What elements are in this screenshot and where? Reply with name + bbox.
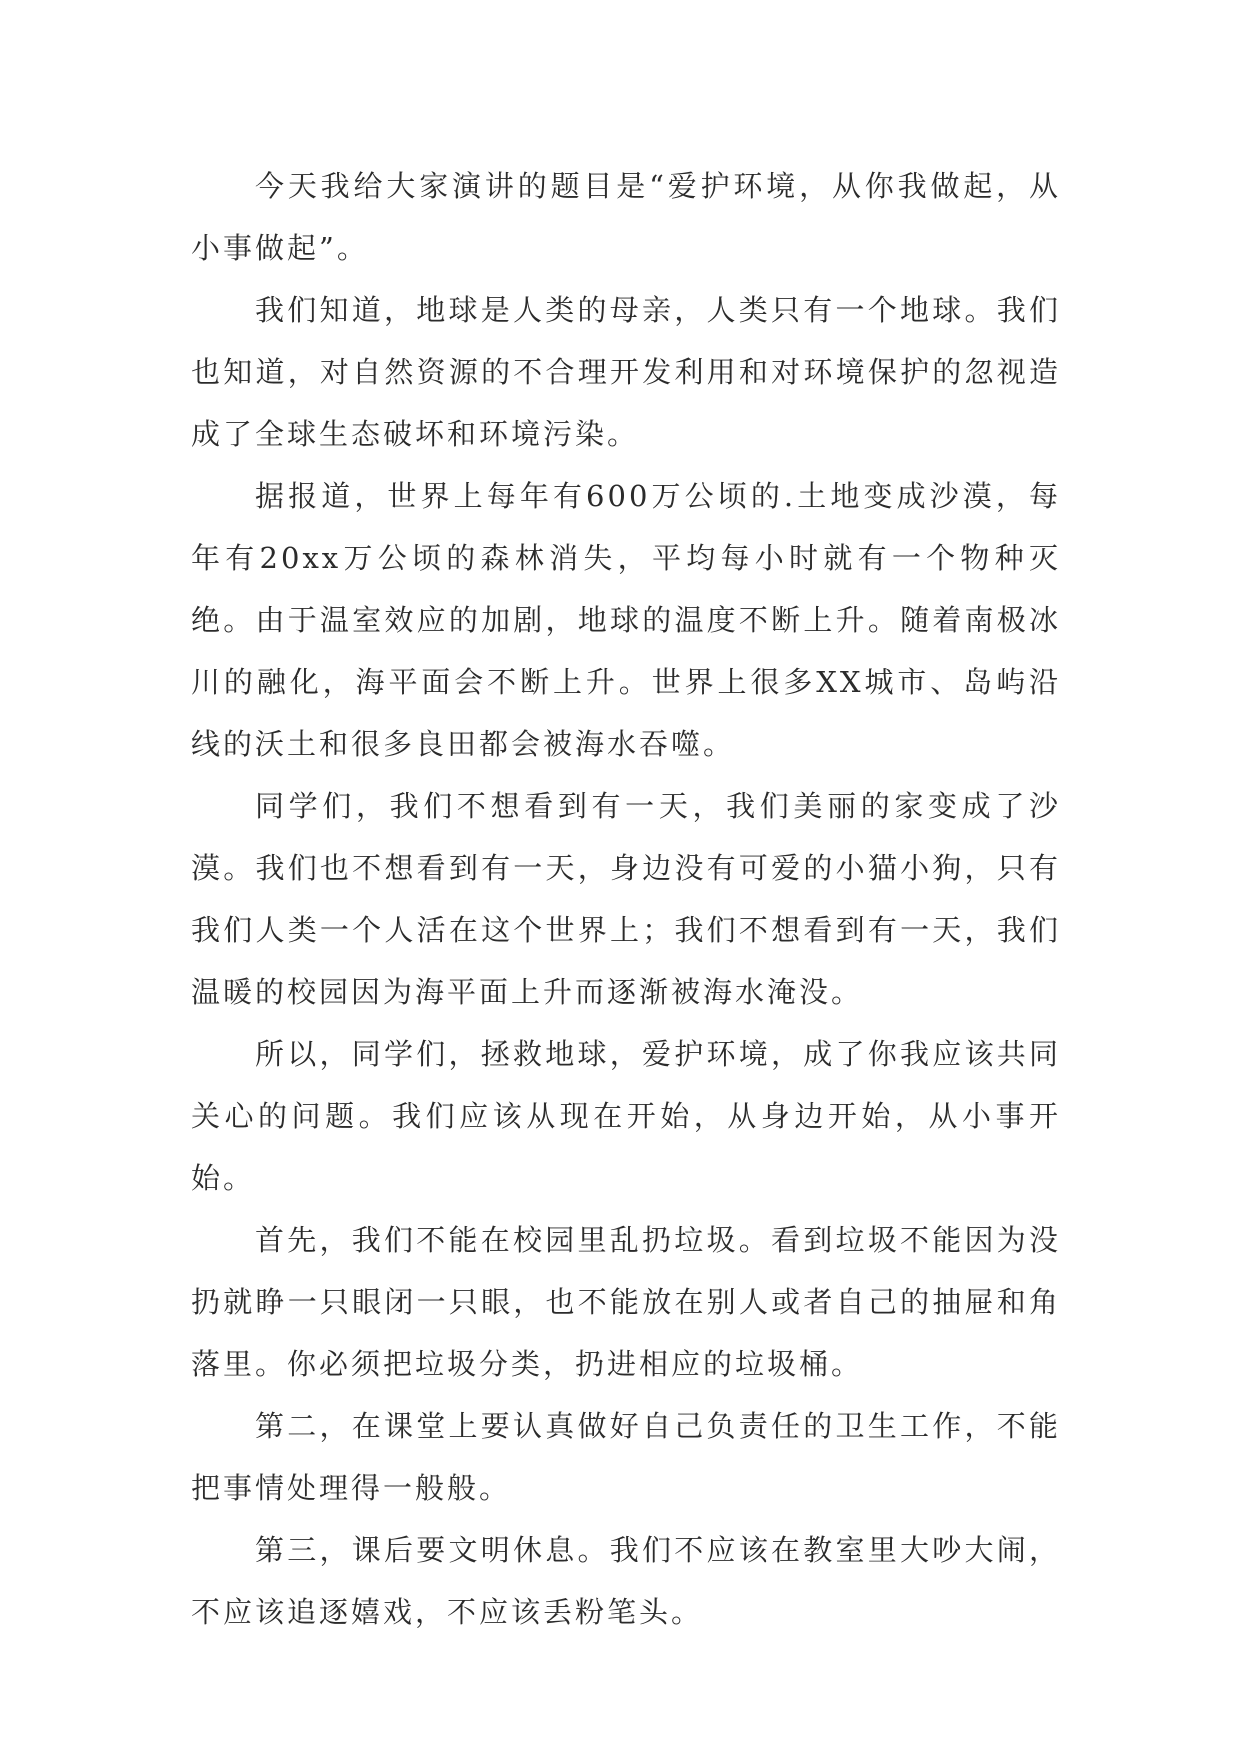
paragraph-1: 今天我给大家演讲的题目是“爱护环境，从你我做起，从小事做起”。: [191, 169, 1061, 265]
paragraph-7: 第二，在课堂上要认真做好自己负责任的卫生工作，不能把事情处理得一般般。: [191, 1409, 1061, 1505]
paragraph-6: 首先，我们不能在校园里乱扔垃圾。看到垃圾不能因为没扔就睁一只眼闭一只眼，也不能放在别人或者自己的抽屉和角落里。你必须把垃圾分类，扔进相应的垃圾桶。: [191, 1223, 1061, 1381]
paragraph-5: 所以，同学们，拯救地球，爱护环境，成了你我应该共同关心的问题。我们应该从现在开始，从身边开始，从小事开始。: [191, 1037, 1061, 1195]
paragraph-8: 第三，课后要文明休息。我们不应该在教室里大吵大闹，不应该追逐嬉戏，不应该丢粉笔头。: [191, 1533, 1061, 1629]
paragraph-3: 据报道，世界上每年有600万公顷的.土地变成沙漠，每年有20xx万公顷的森林消失，平均每小时就有一个物种灭绝。由于温室效应的加剧，地球的温度不断上升。随着南极冰川的融化，海平面会不断上升。世界上很多XX城市、岛屿沿线的沃土和很多良田都会被海水吞噬。: [191, 479, 1061, 761]
paragraph-4: 同学们，我们不想看到有一天，我们美丽的家变成了沙漠。我们也不想看到有一天，身边没有可爱的小猫小狗，只有我们人类一个人活在这个世界上；我们不想看到有一天，我们温暖的校园因为海平面上升而逐渐被海水淹没。: [191, 789, 1061, 1009]
document-body: [191, 155, 1061, 1643]
paragraph-2: 我们知道，地球是人类的母亲，人类只有一个地球。我们也知道，对自然资源的不合理开发利用和对环境保护的忽视造成了全球生态破坏和环境污染。: [191, 293, 1061, 451]
